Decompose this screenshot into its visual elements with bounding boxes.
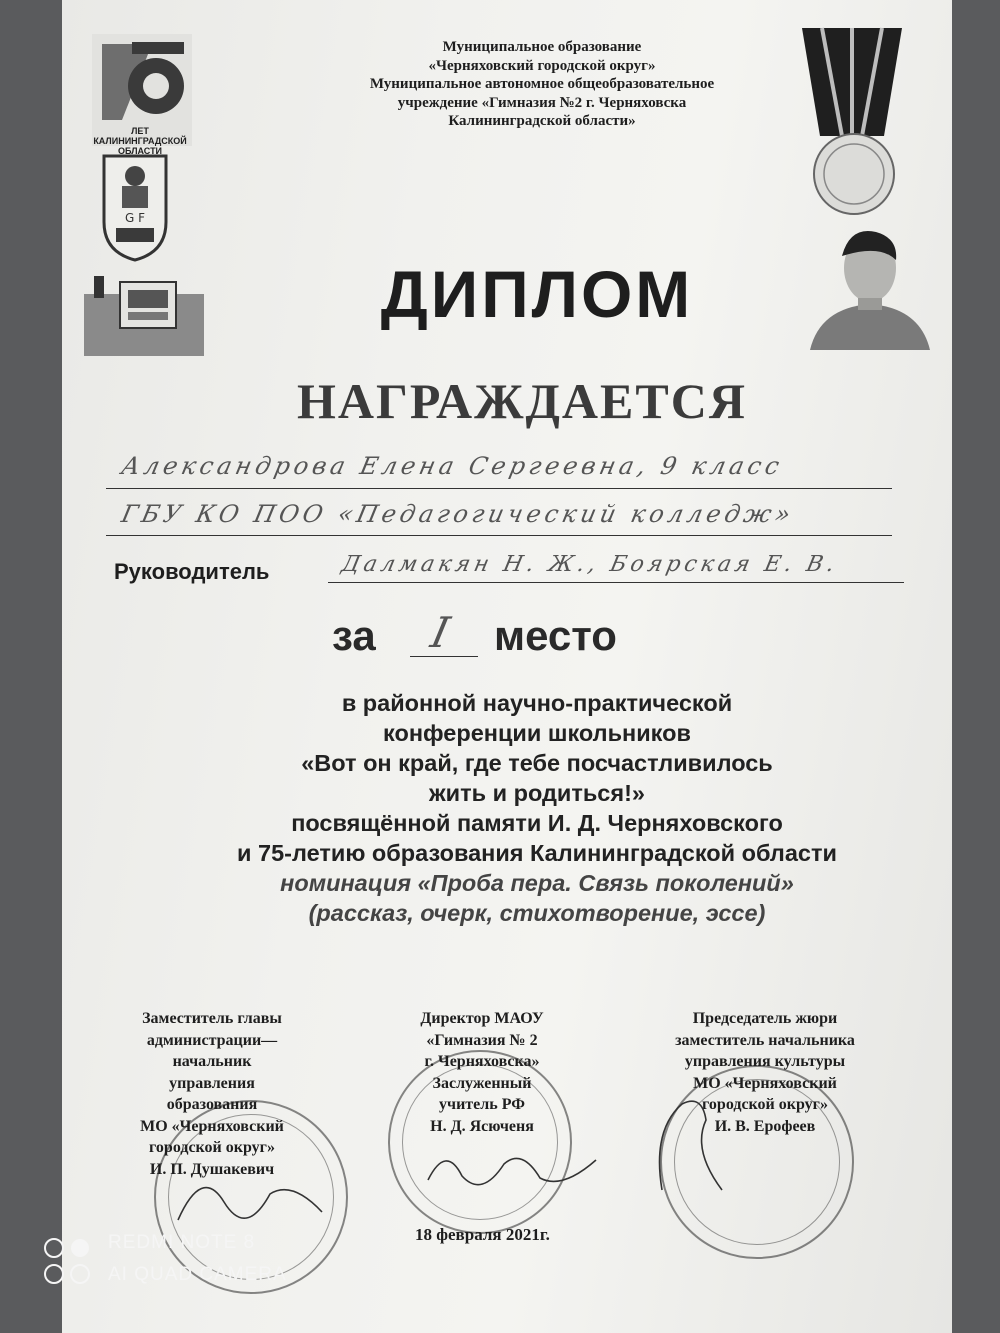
issue-date: 18 февраля 2021г. bbox=[415, 1225, 550, 1244]
signature-block-center bbox=[362, 1008, 602, 1137]
awarded-heading: НАГРАЖДАЕТСЯ bbox=[297, 373, 747, 429]
signature-line: «Гимназия № 2 bbox=[426, 1031, 538, 1049]
signature-line: учитель РФ bbox=[439, 1096, 525, 1113]
signature-line: заместитель начальника bbox=[675, 1031, 855, 1049]
place-value: I bbox=[426, 608, 458, 657]
signature-line: Н. Д. Ясюченя bbox=[430, 1117, 534, 1135]
signature-line: Заслуженный bbox=[432, 1074, 532, 1092]
signature-line: Директор МАОУ bbox=[420, 1010, 544, 1027]
place-prefix: за bbox=[332, 612, 376, 659]
watermark-line-1: REDMI NOTE 8 bbox=[108, 1232, 256, 1253]
header-line: учреждение «Гимназия №2 г. Черняховска bbox=[397, 94, 687, 111]
place-suffix: место bbox=[494, 612, 617, 659]
signature-line: администрации— bbox=[146, 1031, 278, 1049]
signature-line: Заместитель главы bbox=[142, 1010, 282, 1027]
city-coat-of-arms-icon bbox=[100, 152, 170, 264]
body-line: и 75-летию образования Калининградской области bbox=[237, 840, 837, 866]
body-line: «Вот он край, где тебе посчастливилось bbox=[301, 750, 773, 776]
leader-line bbox=[328, 582, 904, 583]
svg-text:G F: G F bbox=[124, 211, 146, 225]
signature-line: И. В. Ерофеев bbox=[714, 1117, 816, 1135]
award-description bbox=[142, 688, 932, 928]
signature-line: МО «Черняховский bbox=[693, 1074, 837, 1092]
watermark-line-2: AI QUAD CAMERA bbox=[108, 1264, 287, 1285]
signature-line: г. Черняховска» bbox=[424, 1053, 540, 1070]
signature-line: управления культуры bbox=[684, 1053, 846, 1070]
signature-line: образования bbox=[166, 1096, 258, 1113]
signature-line: начальник bbox=[172, 1053, 252, 1070]
gymnasium-logo bbox=[84, 270, 204, 356]
genres: (рассказ, очерк, стихотворение, эссе) bbox=[308, 900, 766, 926]
recipient-name: Александрова Елена Сергеевна, 9 класс bbox=[119, 452, 786, 480]
logo-caption: ЛЕТ КАЛИНИНГРАДСКОЙ ОБЛАСТИ bbox=[93, 126, 187, 156]
diploma-sheet bbox=[62, 0, 952, 1333]
recipient-line-2 bbox=[106, 535, 892, 536]
issuer-header bbox=[262, 38, 822, 131]
signature-block-left bbox=[82, 1008, 342, 1180]
signature-line: МО «Черняховский bbox=[140, 1117, 284, 1135]
camera-lens-icon bbox=[42, 1236, 94, 1288]
signature-line: управления bbox=[169, 1074, 255, 1092]
header-line: Калининградской области» bbox=[448, 113, 636, 129]
signature-scribble-left bbox=[172, 1160, 332, 1240]
nomination: номинация «Проба пера. Связь поколений» bbox=[280, 870, 794, 896]
document-title: ДИПЛОМ bbox=[380, 257, 694, 331]
signature-scribble-center bbox=[422, 1140, 602, 1200]
signature-line: И. П. Душакевич bbox=[149, 1160, 275, 1178]
body-line: жить и родиться!» bbox=[429, 780, 645, 806]
header-line: «Черняховский городской округ» bbox=[428, 57, 656, 74]
place-line bbox=[410, 656, 478, 657]
signature-scribble-right bbox=[642, 1090, 732, 1200]
body-line: в районной научно-практической bbox=[341, 690, 733, 716]
signature-line: Председатель жюри bbox=[692, 1010, 838, 1027]
leader-label: Руководитель bbox=[114, 559, 270, 584]
header-line: Муниципальное автономное общеобразовательное bbox=[369, 76, 715, 92]
leader-value: Далмакян Н. Ж., Боярская Е. В. bbox=[339, 552, 841, 577]
header-line: Муниципальное образование bbox=[442, 39, 642, 55]
body-line: посвящённой памяти И. Д. Черняховского bbox=[291, 810, 783, 836]
body-line: конференции школьников bbox=[383, 720, 691, 746]
recipient-institution: ГБУ КО ПОО «Педагогический колледж» bbox=[119, 500, 797, 528]
recipient-line-1 bbox=[106, 488, 892, 489]
signature-line: городской округ» bbox=[149, 1139, 275, 1156]
signature-line: городской округ» bbox=[702, 1096, 828, 1113]
